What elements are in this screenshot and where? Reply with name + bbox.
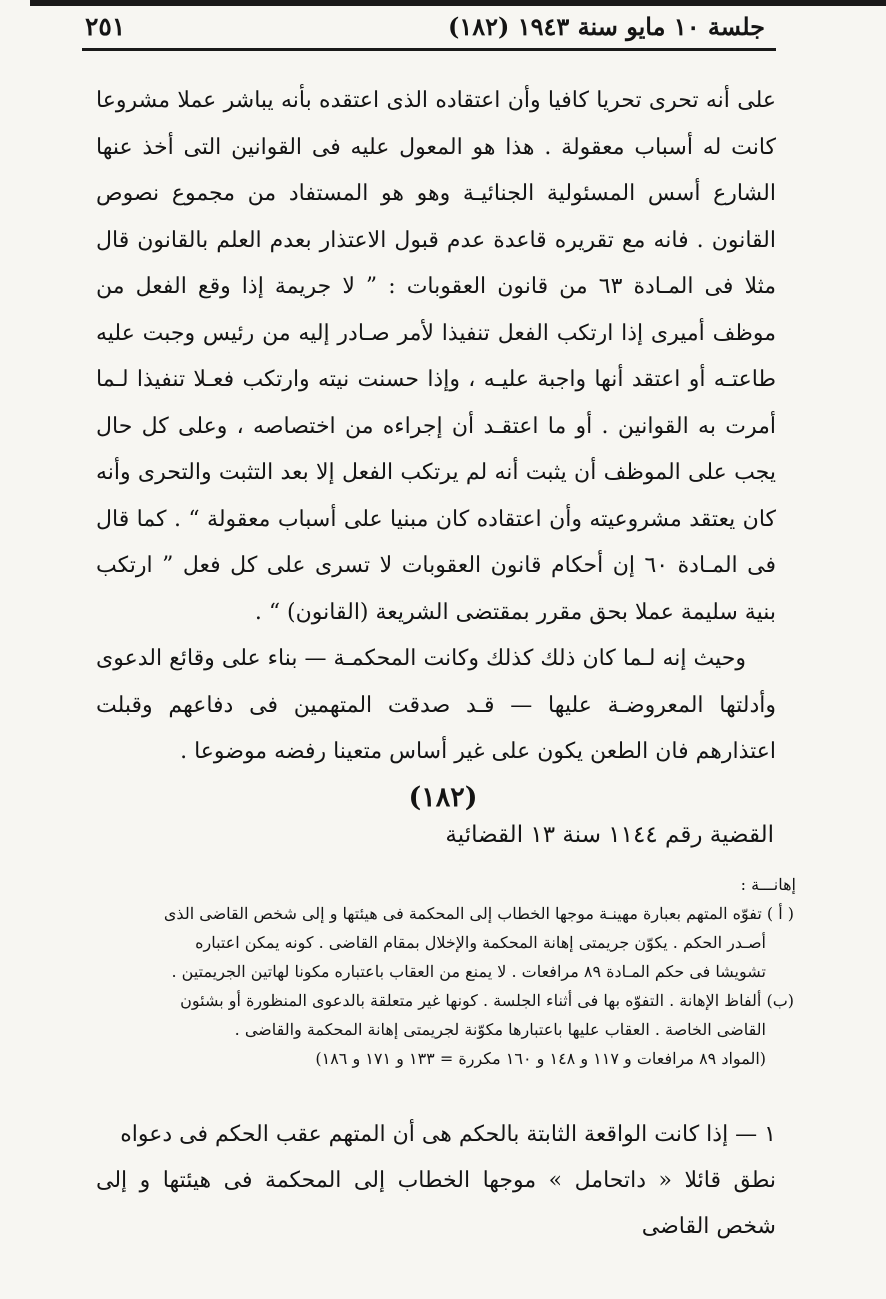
body-text	[96, 78, 776, 776]
header-rule	[82, 48, 776, 51]
ruling-text	[96, 1112, 776, 1250]
paragraph-1: على أنه تحرى تحريا كافيا وأن اعتقاده الذى اعتقده بأنه يباشر عملا مشروعا كانت له أسباب معقولة . هذا هو المعول عليه فى القوانين التى أخذ عنها الشارع أسس المسئولية الجنائيـة وهو هو المستفاد من مجموع نصوص القانون . فانه مع تقريره قاعدة عدم قبول الاعتذار بعدم العلم بالقانون قال مثلا فى المـادة ٦٣ من قانون العقوبات : ” لا جريمة إذا وقع الفعل من موظف أميرى إذا ارتكب الفعل تنفيذا لأمر صـادر إليه من رئيس وجبت عليه طاعتـه أو اعتقد أنها واجبة عليـه ، وإذا حسنت نيته وارتكب فعـلا تنفيذا لـما أمرت به القوانين . أو ما اعتقـد أن إجراءه من اختصاصه ، وعلى كل حال يجب على الموظف أن يثبت أنه لم يرتكب الفعل إلا بعد التثبت والتحرى وأنه كان يعتقد مشروعيته وأن اعتقاده كان مبنيا على أسباب معقولة “ . كما قال فى المـادة ٦٠ إن أحكام قانون العقوبات لا تسرى على كل فعل ” ارتكب بنية سليمة عملا بحق مقرر بمقتضى الشريعة (القانون) “ .	[96, 88, 777, 625]
case-reference: القضية رقم ١١٤٤ سنة ١٣ القضائية	[445, 822, 774, 848]
headnote-item-a-cont-2: تشويشا فى حكم المـادة ٨٩ مرافعات . لا يمنع من العقاب باعتباره مكونا لهاتين الجريمتين .	[171, 962, 766, 981]
header-title: جلسة ١٠ مايو سنة ١٩٤٣ (١٨٢)	[447, 12, 765, 41]
ruling-line-2: نطق قائلا « داتحامل » موجها الخطاب إلى المحكمة فى هيئتها و إلى شخص القاضى	[96, 1168, 776, 1239]
headnote-item-b-cont-1: القاضى الخاصة . العقاب عليها باعتبارها مكوّنة لجريمتى إهانة المحكمة والقاضى .	[234, 1020, 766, 1039]
page-number: ٢٥١	[85, 12, 126, 41]
ruling-line-1: ١ — إذا كانت الواقعة الثابتة بالحكم هى أن المتهم عقب الحكم فى دعواه	[120, 1122, 776, 1147]
headnote-topic: إهانـــة :	[740, 875, 796, 894]
headnote-item-a: ( أ ) تفوّه المتهم بعبارة مهينـة موجها الخطاب إلى المحكمة فى هيئتها و إلى شخص القاضى الذى	[163, 904, 794, 923]
headnote	[96, 870, 796, 1073]
headnote-item-b: (ب) ألفاظ الإهانة . التفوّه بها فى أثناء الجلسة . كونها غير متعلقة بالدعوى المنظورة أو بشئون	[180, 991, 794, 1010]
headnote-articles: (المواد ٨٩ مرافعات و ١١٧ و ١٤٨ و ١٦٠ مكررة = ١٣٣ و ١٧١ و ١٨٦)	[315, 1049, 766, 1068]
case-number: (١٨٢)	[408, 782, 478, 813]
headnote-item-a-cont-1: أصـدر الحكم . يكوّن جريمتى إهانة المحكمة والإخلال بمقام القاضى . كونه يمكن اعتباره	[195, 933, 766, 952]
paragraph-2: وحيث إنه لـما كان ذلك كذلك وكانت المحكمـة — بناء على وقائع الدعوى وأدلتها المعروضـة عليها — قـد صدقت المتهمين فى دفاعهم وقبلت اعتذارهم فان الطعن يكون على غير أساس متعينا رفضه موضوعا .	[96, 646, 776, 764]
running-header	[85, 6, 775, 46]
